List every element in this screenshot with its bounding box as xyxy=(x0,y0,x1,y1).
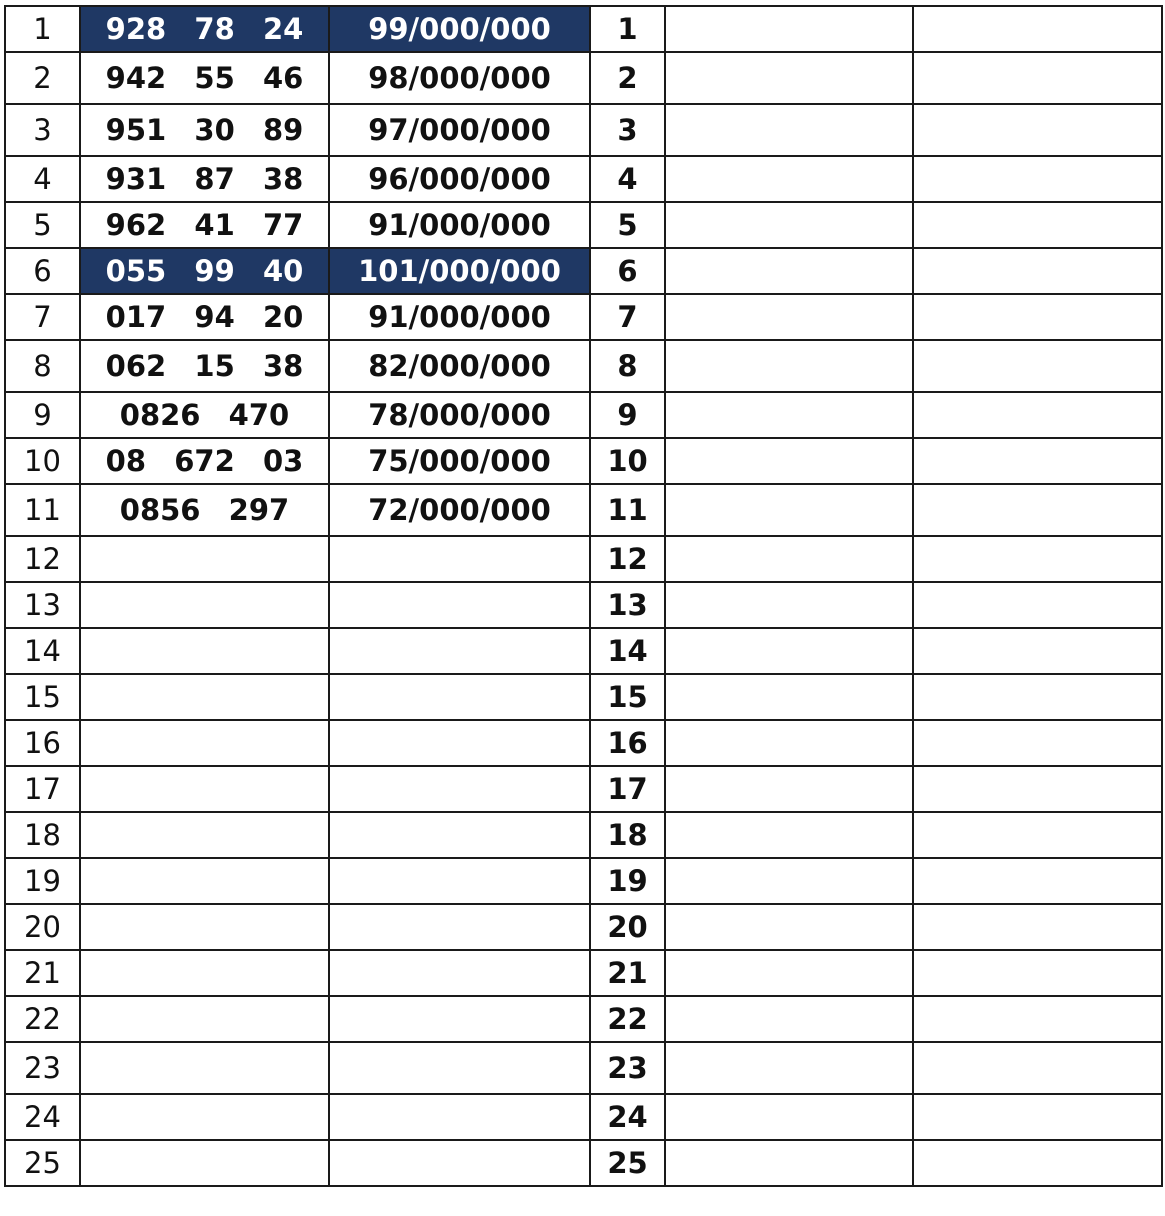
row-index-cell: 15 xyxy=(5,674,80,720)
table-row xyxy=(5,104,1162,156)
empty-cell xyxy=(665,1094,913,1140)
amount-cell: 78/000/000 xyxy=(329,392,590,438)
amount-cell xyxy=(329,1094,590,1140)
row-index-right-cell: 8 xyxy=(590,340,665,392)
row-index-cell: 12 xyxy=(5,536,80,582)
empty-cell xyxy=(665,202,913,248)
phone-number-cell xyxy=(80,904,329,950)
empty-cell xyxy=(913,156,1162,202)
row-index-cell: 7 xyxy=(5,294,80,340)
phone-number-cell: 017 94 20 xyxy=(80,294,329,340)
row-index-right-cell: 25 xyxy=(590,1140,665,1186)
row-index-cell: 22 xyxy=(5,996,80,1042)
empty-cell xyxy=(665,484,913,536)
amount-cell: 101/000/000 xyxy=(329,248,590,294)
phone-number-cell xyxy=(80,628,329,674)
table-row xyxy=(5,812,1162,858)
row-index-right-cell: 21 xyxy=(590,950,665,996)
table-row xyxy=(5,1094,1162,1140)
row-index-cell: 1 xyxy=(5,6,80,52)
row-index-cell: 20 xyxy=(5,904,80,950)
row-index-cell: 24 xyxy=(5,1094,80,1140)
phone-number-cell xyxy=(80,766,329,812)
table-row xyxy=(5,536,1162,582)
phone-number-cell xyxy=(80,812,329,858)
empty-cell xyxy=(913,950,1162,996)
empty-cell xyxy=(913,6,1162,52)
empty-cell xyxy=(665,1140,913,1186)
amount-cell xyxy=(329,858,590,904)
empty-cell xyxy=(665,1042,913,1094)
amount-cell: 98/000/000 xyxy=(329,52,590,104)
empty-cell xyxy=(913,392,1162,438)
row-index-cell: 11 xyxy=(5,484,80,536)
empty-cell xyxy=(665,248,913,294)
amount-cell: 82/000/000 xyxy=(329,340,590,392)
empty-cell xyxy=(913,904,1162,950)
empty-cell xyxy=(913,628,1162,674)
empty-cell xyxy=(665,674,913,720)
table-row xyxy=(5,858,1162,904)
row-index-cell: 18 xyxy=(5,812,80,858)
amount-cell xyxy=(329,582,590,628)
amount-cell xyxy=(329,812,590,858)
amount-cell: 91/000/000 xyxy=(329,294,590,340)
phone-number-cell: 0826 470 xyxy=(80,392,329,438)
empty-cell xyxy=(913,1094,1162,1140)
amount-cell xyxy=(329,1042,590,1094)
empty-cell xyxy=(665,156,913,202)
row-index-right-cell: 14 xyxy=(590,628,665,674)
table-row xyxy=(5,340,1162,392)
empty-cell xyxy=(665,812,913,858)
table-body xyxy=(5,6,1162,1186)
row-index-right-cell: 12 xyxy=(590,536,665,582)
amount-cell: 72/000/000 xyxy=(329,484,590,536)
phone-number-cell xyxy=(80,1140,329,1186)
empty-cell xyxy=(665,996,913,1042)
row-index-right-cell: 22 xyxy=(590,996,665,1042)
amount-cell xyxy=(329,1140,590,1186)
empty-cell xyxy=(913,674,1162,720)
row-index-right-cell: 9 xyxy=(590,392,665,438)
empty-cell xyxy=(665,52,913,104)
amount-cell xyxy=(329,766,590,812)
table-row xyxy=(5,202,1162,248)
empty-cell xyxy=(665,950,913,996)
row-index-right-cell: 6 xyxy=(590,248,665,294)
amount-cell: 91/000/000 xyxy=(329,202,590,248)
row-index-cell: 10 xyxy=(5,438,80,484)
table-row xyxy=(5,582,1162,628)
amount-cell: 99/000/000 xyxy=(329,6,590,52)
table-row xyxy=(5,996,1162,1042)
row-index-cell: 21 xyxy=(5,950,80,996)
table-row xyxy=(5,294,1162,340)
empty-cell xyxy=(665,392,913,438)
phone-number-cell: 942 55 46 xyxy=(80,52,329,104)
table-row xyxy=(5,950,1162,996)
phone-number-cell: 0856 297 xyxy=(80,484,329,536)
row-index-cell: 3 xyxy=(5,104,80,156)
phone-number-cell xyxy=(80,1042,329,1094)
row-index-cell: 6 xyxy=(5,248,80,294)
row-index-right-cell: 4 xyxy=(590,156,665,202)
table-row xyxy=(5,766,1162,812)
phone-number-cell: 08 672 03 xyxy=(80,438,329,484)
empty-cell xyxy=(913,294,1162,340)
row-index-right-cell: 13 xyxy=(590,582,665,628)
row-index-right-cell: 5 xyxy=(590,202,665,248)
amount-cell xyxy=(329,996,590,1042)
empty-cell xyxy=(665,766,913,812)
table-row xyxy=(5,438,1162,484)
empty-cell xyxy=(665,438,913,484)
phone-number-cell xyxy=(80,582,329,628)
row-index-cell: 25 xyxy=(5,1140,80,1186)
amount-cell xyxy=(329,536,590,582)
table-row xyxy=(5,720,1162,766)
row-index-cell: 13 xyxy=(5,582,80,628)
row-index-right-cell: 19 xyxy=(590,858,665,904)
empty-cell xyxy=(913,248,1162,294)
empty-cell xyxy=(913,536,1162,582)
phone-number-cell xyxy=(80,950,329,996)
amount-cell xyxy=(329,674,590,720)
empty-cell xyxy=(913,104,1162,156)
empty-cell xyxy=(913,996,1162,1042)
empty-cell xyxy=(913,1042,1162,1094)
empty-cell xyxy=(665,294,913,340)
empty-cell xyxy=(665,720,913,766)
phone-number-cell: 055 99 40 xyxy=(80,248,329,294)
amount-cell: 97/000/000 xyxy=(329,104,590,156)
phone-number-cell: 931 87 38 xyxy=(80,156,329,202)
phone-number-cell xyxy=(80,720,329,766)
amount-cell xyxy=(329,628,590,674)
amount-cell xyxy=(329,904,590,950)
phone-number-cell xyxy=(80,674,329,720)
empty-cell xyxy=(665,628,913,674)
table-row xyxy=(5,6,1162,52)
amount-cell: 75/000/000 xyxy=(329,438,590,484)
phone-number-cell: 062 15 38 xyxy=(80,340,329,392)
row-index-cell: 19 xyxy=(5,858,80,904)
row-index-right-cell: 1 xyxy=(590,6,665,52)
table-row xyxy=(5,248,1162,294)
table-row xyxy=(5,156,1162,202)
empty-cell xyxy=(665,582,913,628)
amount-cell xyxy=(329,950,590,996)
empty-cell xyxy=(665,858,913,904)
table-row xyxy=(5,1140,1162,1186)
row-index-cell: 23 xyxy=(5,1042,80,1094)
empty-cell xyxy=(665,536,913,582)
phone-number-cell: 962 41 77 xyxy=(80,202,329,248)
row-index-right-cell: 17 xyxy=(590,766,665,812)
row-index-cell: 14 xyxy=(5,628,80,674)
row-index-right-cell: 3 xyxy=(590,104,665,156)
empty-cell xyxy=(913,484,1162,536)
empty-cell xyxy=(665,104,913,156)
row-index-right-cell: 16 xyxy=(590,720,665,766)
row-index-right-cell: 24 xyxy=(590,1094,665,1140)
row-index-right-cell: 11 xyxy=(590,484,665,536)
row-index-right-cell: 10 xyxy=(590,438,665,484)
empty-cell xyxy=(665,340,913,392)
empty-cell xyxy=(913,766,1162,812)
row-index-cell: 9 xyxy=(5,392,80,438)
table-row xyxy=(5,904,1162,950)
phone-number-cell: 951 30 89 xyxy=(80,104,329,156)
table-row xyxy=(5,1042,1162,1094)
amount-cell xyxy=(329,720,590,766)
row-index-cell: 16 xyxy=(5,720,80,766)
phone-number-cell xyxy=(80,996,329,1042)
row-index-cell: 4 xyxy=(5,156,80,202)
row-index-right-cell: 20 xyxy=(590,904,665,950)
empty-cell xyxy=(913,582,1162,628)
empty-cell xyxy=(913,1140,1162,1186)
row-index-right-cell: 15 xyxy=(590,674,665,720)
row-index-cell: 8 xyxy=(5,340,80,392)
table-row xyxy=(5,52,1162,104)
empty-cell xyxy=(665,904,913,950)
empty-cell xyxy=(913,340,1162,392)
empty-cell xyxy=(913,52,1162,104)
phone-number-cell: 928 78 24 xyxy=(80,6,329,52)
row-index-cell: 17 xyxy=(5,766,80,812)
table-row xyxy=(5,392,1162,438)
number-list-table xyxy=(4,5,1163,1187)
amount-cell: 96/000/000 xyxy=(329,156,590,202)
empty-cell xyxy=(913,812,1162,858)
row-index-cell: 2 xyxy=(5,52,80,104)
empty-cell xyxy=(913,202,1162,248)
row-index-right-cell: 7 xyxy=(590,294,665,340)
row-index-cell: 5 xyxy=(5,202,80,248)
row-index-right-cell: 18 xyxy=(590,812,665,858)
empty-cell xyxy=(913,720,1162,766)
table-row xyxy=(5,674,1162,720)
table-row xyxy=(5,484,1162,536)
row-index-right-cell: 23 xyxy=(590,1042,665,1094)
empty-cell xyxy=(913,858,1162,904)
row-index-right-cell: 2 xyxy=(590,52,665,104)
phone-number-cell xyxy=(80,858,329,904)
phone-number-cell xyxy=(80,1094,329,1140)
empty-cell xyxy=(665,6,913,52)
empty-cell xyxy=(913,438,1162,484)
phone-number-cell xyxy=(80,536,329,582)
table-row xyxy=(5,628,1162,674)
